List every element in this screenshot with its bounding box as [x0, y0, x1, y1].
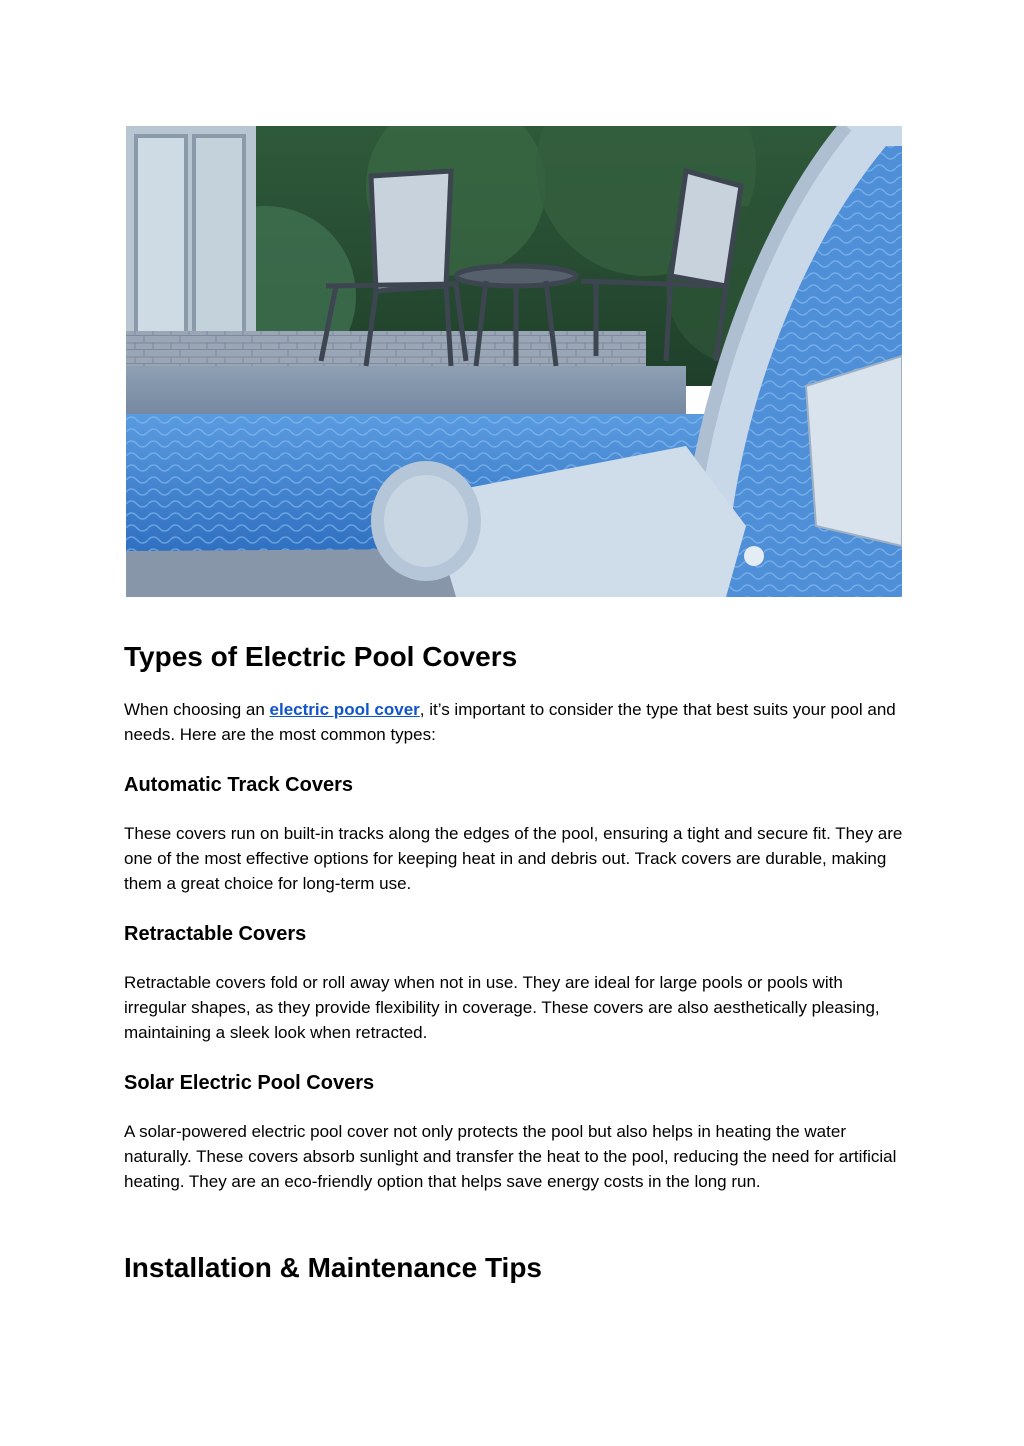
intro-text-after: , it’s important to consider the type that best suits your pool and needs. Here are the most common types:: [124, 700, 896, 744]
electric-pool-cover-link[interactable]: electric pool cover: [269, 700, 420, 719]
solar-covers-paragraph: A solar-powered electric pool cover not only protects the pool but also helps in heating the water naturally. These covers absorb sunlight and transfer the heat to the pool, reducing the need for artificial heating. They are an eco-friendly option that helps save energy costs in the long run.: [124, 1122, 897, 1191]
heading-solar-electric-pool-covers: Solar Electric Pool Covers: [124, 1072, 375, 1094]
heading-installation-maintenance: Installation & Maintenance Tips: [124, 1252, 543, 1283]
retractable-covers-paragraph: Retractable covers fold or roll away when not in use. They are ideal for large pools or pools with irregular shapes, as they provide flexibility in coverage. These covers are also aesthetically pleasing, maintaining a sleek look when retracted.: [124, 973, 880, 1042]
heading-types: Types of Electric Pool Covers: [124, 641, 518, 672]
track-covers-paragraph: These covers run on built-in tracks along the edges of the pool, ensuring a tight and secure fit. They are one of the most effective options for keeping heat in and debris out. Track covers are durable, making them a great choice for long-term use.: [124, 824, 903, 893]
types-intro-paragraph: [124, 697, 904, 747]
pool-photo-illustration: [126, 126, 902, 597]
heading-retractable-covers: Retractable Covers: [124, 923, 307, 945]
pool-cover-photo: [126, 126, 902, 597]
heading-automatic-track-covers: Automatic Track Covers: [124, 774, 353, 796]
intro-text-before: When choosing an: [124, 700, 270, 719]
